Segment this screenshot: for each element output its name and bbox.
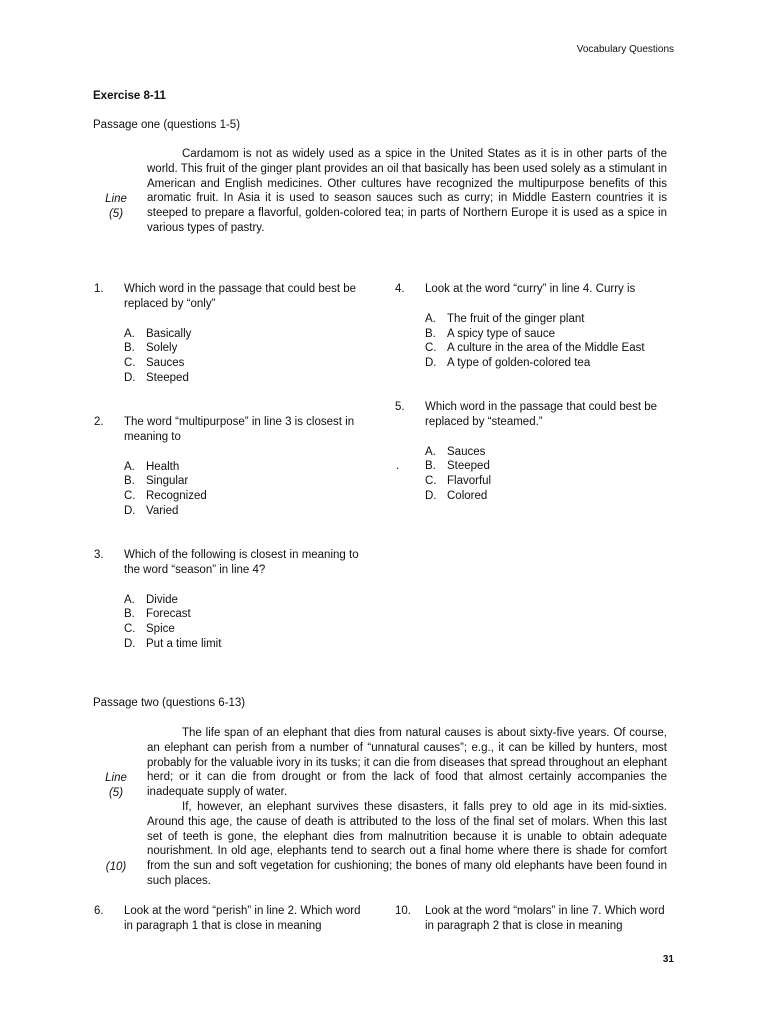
question-stem: Which word in the passage that could best be replaced by “steamed.”	[425, 401, 658, 428]
answer-option[interactable]: C. Flavorful	[425, 475, 492, 488]
question-10	[395, 904, 675, 934]
answer-option[interactable]: A. Sauces	[425, 445, 486, 458]
passage-two-paragraph-1: The life span of an elephant that dies from natural causes is about sixty-five years. Of course, an elephant can perish from a number of “unnatural causes”; e.g., it can be killed by hunters, most probably for the valuable ivory in its tusks; it can die from diseases that spread throughout an elephant herd; or it can die from drought or from the lack of food that almost certainly accompanies the inadequate supply of water.	[147, 727, 667, 799]
question-1	[94, 282, 370, 386]
passage-one-paragraph: Cardamom is not as widely used as a spice in the United States as it is in other parts of the world. This fruit of the ginger plant provides an oil that basically has been used solely as a stimulant in American and English medicines. Other cultures have recognized the multipurpose benefits of this aromatic fruit. In Asia it is used to season sauces such as curry; in Middle Eastern countries it is steeped to prepare a flavorful, golden-colored tea; in parts of Northern Europe it is used as a spice in various types of pastry.	[147, 148, 667, 234]
question-number: 3.	[94, 549, 104, 561]
question-stem: The word “multipurpose” in line 3 is closest in meaning to	[124, 416, 355, 443]
question-5	[395, 400, 675, 504]
answer-option[interactable]: D. Colored	[425, 489, 488, 502]
page-number: 31	[662, 954, 674, 965]
stray-mark: .	[396, 460, 400, 472]
answer-option[interactable]: C. Recognized	[124, 490, 207, 503]
answer-option[interactable]: A. The fruit of the ginger plant	[425, 312, 585, 325]
question-number: 6.	[94, 905, 104, 917]
question-stem: Look at the word “molars” in line 7. Which word in paragraph 2 that is close in meaning	[425, 905, 665, 932]
line-number-5: (5)	[108, 787, 124, 799]
answer-option[interactable]: C. Spice	[124, 623, 175, 636]
question-stem: Which word in the passage that could best be replaced by “only”	[124, 283, 357, 310]
line-number-5: (5)	[108, 208, 124, 220]
question-6	[94, 904, 370, 934]
question-4	[395, 282, 675, 371]
answer-option[interactable]: D. A type of golden-colored tea	[425, 357, 591, 370]
answer-option[interactable]: D. Varied	[124, 504, 179, 517]
answer-option[interactable]: B. Singular	[124, 475, 189, 488]
answer-option[interactable]: A. Basically	[124, 327, 192, 340]
answer-option[interactable]: A. Divide	[124, 593, 178, 606]
answer-option[interactable]: C. Sauces	[124, 357, 185, 370]
answer-option[interactable]: B. A spicy type of sauce	[425, 327, 556, 340]
question-number: 2.	[94, 416, 104, 428]
question-3	[94, 548, 370, 652]
answer-option[interactable]: B. Solely	[124, 342, 178, 355]
passage-one-title: Passage one (questions 1-5)	[93, 119, 241, 131]
question-number: 1.	[94, 283, 104, 295]
answer-option[interactable]: D. Steeped	[124, 371, 189, 384]
line-label: Line	[105, 772, 127, 784]
answer-option[interactable]: C. A culture in the area of the Middle East	[425, 342, 645, 355]
passage-two-paragraph-2: If, however, an elephant survives these disasters, it falls prey to old age in its mid-sixties. Around this age, the cause of death is attributed to the loss of the final set of molars. When this last set of teeth is gone, the elephant dies from malnutrition because it is unable to obtain adequate nourishment. In old age, elephants tend to search out a final home where there is shade for comfort from the sun and soft vegetation for cushioning; the bones of many old elephants have been found in such places.	[147, 800, 667, 887]
line-number-10: (10)	[105, 861, 127, 873]
question-number: 5.	[395, 401, 405, 413]
line-label: Line	[105, 193, 127, 205]
passage-two-title: Passage two (questions 6-13)	[93, 697, 246, 709]
question-number: 10.	[395, 905, 411, 917]
answer-option[interactable]: D. Put a time limit	[124, 637, 222, 650]
exercise-title: Exercise 8-11	[93, 90, 166, 102]
answer-option[interactable]: B. Forecast	[124, 608, 191, 621]
question-stem: Look at the word “curry” in line 4. Curry is	[425, 283, 636, 295]
running-header: Vocabulary Questions	[576, 44, 674, 55]
answer-option[interactable]: B. Steeped	[425, 460, 490, 473]
passage-one-text	[147, 147, 667, 236]
question-stem: Which of the following is closest in meaning to the word “season” in line 4?	[124, 549, 359, 576]
answer-option[interactable]: A. Health	[124, 460, 180, 473]
question-2	[94, 415, 370, 519]
question-stem: Look at the word “perish” in line 2. Which word in paragraph 1 that is close in meaning	[124, 905, 361, 932]
question-number: 4.	[395, 283, 405, 295]
passage-two-text	[147, 726, 667, 889]
